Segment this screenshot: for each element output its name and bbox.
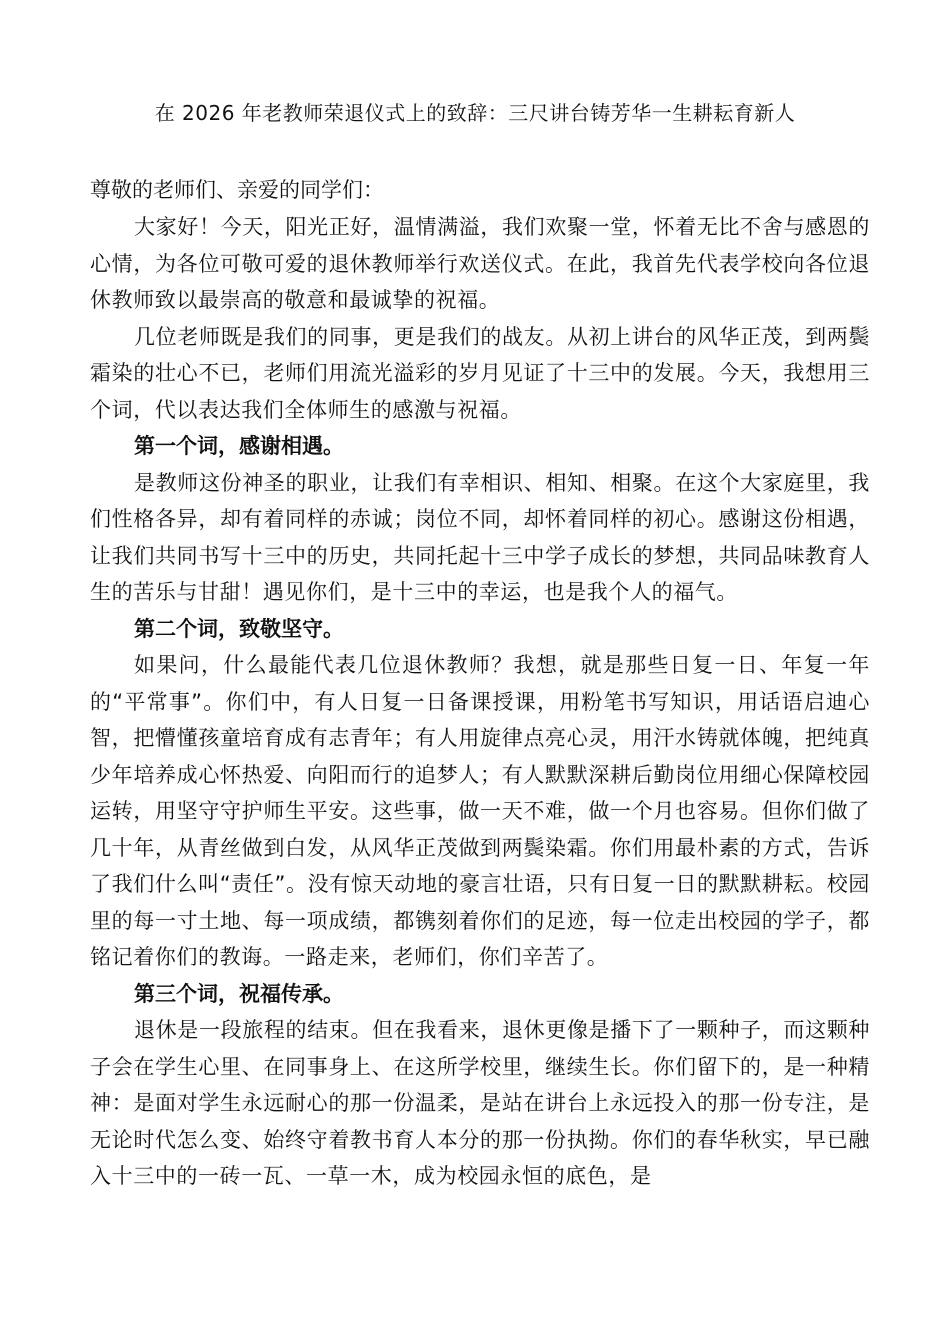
section-heading-1: 第一个词，感谢相遇。 bbox=[134, 434, 344, 458]
paragraph-intro: 几位老师既是我们的同事，更是我们的战友。从初上讲台的风华正茂，到两鬓霜染的壮心不已，老师们用流光溢彩的岁月见证了十三中的发展。今天，我想用三个词，代以表达我们全体师生的感激与祝福。 bbox=[90, 324, 870, 422]
section-body-3: 退休是一段旅程的结束。但在我看来，退休更像是播下了一颗种子，而这颗种子会在学生心里、在同事身上、在这所学校里，继续生长。你们留下的，是一种精神：是面对学生永远耐心的那一份温柔，是站在讲台上永远投入的那一份专注，是无论时代怎么变、始终守着教书育人本分的那一份执拗。你们的春华秋实，早已融入十三中的一砖一瓦、一草一木，成为校园永恒的底色，是 bbox=[90, 1018, 870, 1188]
section-body-2: 如果问，什么最能代表几位退休教师？我想，就是那些日复一日、年复一年的“平常事”。你们中，有人日复一日备课授课，用粉笔书写知识，用话语启迪心智，把懵懂孩童培育成有志青年；有人用旋律点亮心灵，用汗水铸就体魄，把纯真少年培养成心怀热爱、向阳而行的追梦人；有人默默深耕后勤岗位用细心保障校园运转，用坚守守护师生平安。这些事，做一天不难，做一个月也容易。但你们做了几十年，从青丝做到白发，从风华正茂做到两鬓染霜。你们用最朴素的方式，告诉了我们什么叫“责任”。没有惊天动地的豪言壮语，只有日复一日的默默耕耘。校园里的每一寸土地、每一项成绩，都镌刻着你们的足迹，每一位走出校园的学子，都铭记着你们的教诲。一路走来，老师们，你们辛苦了。 bbox=[90, 653, 870, 969]
section-body-1: 是教师这份神圣的职业，让我们有幸相识、相知、相聚。在这个大家庭里，我们性格各异，却有着同样的赤诚；岗位不同，却怀着同样的初心。感谢这份相遇，让我们共同书写十三中的历史，共同托起十三中学子成长的梦想，共同品味教育人生的苦乐与甘甜！遇见你们，是十三中的幸运，也是我个人的福气。 bbox=[90, 470, 870, 604]
paragraph-greeting: 大家好！今天，阳光正好，温情满溢，我们欢聚一堂，怀着无比不舍与感恩的心情，为各位可敬可爱的退休教师举行欢送仪式。在此，我首先代表学校向各位退休教师致以最崇高的敬意和最诚挚的祝福。 bbox=[90, 215, 870, 312]
document-title: 在 2026 年老教师荣退仪式上的致辞：三尺讲台铸芳华一生耕耘育新人 bbox=[154, 101, 796, 125]
salutation: 尊敬的老师们、亲爱的同学们： bbox=[90, 178, 384, 202]
section-heading-3: 第三个词，祝福传承。 bbox=[134, 981, 344, 1006]
document-page bbox=[90, 0, 870, 1195]
section-heading-2: 第二个词，致敬坚守。 bbox=[134, 616, 344, 641]
